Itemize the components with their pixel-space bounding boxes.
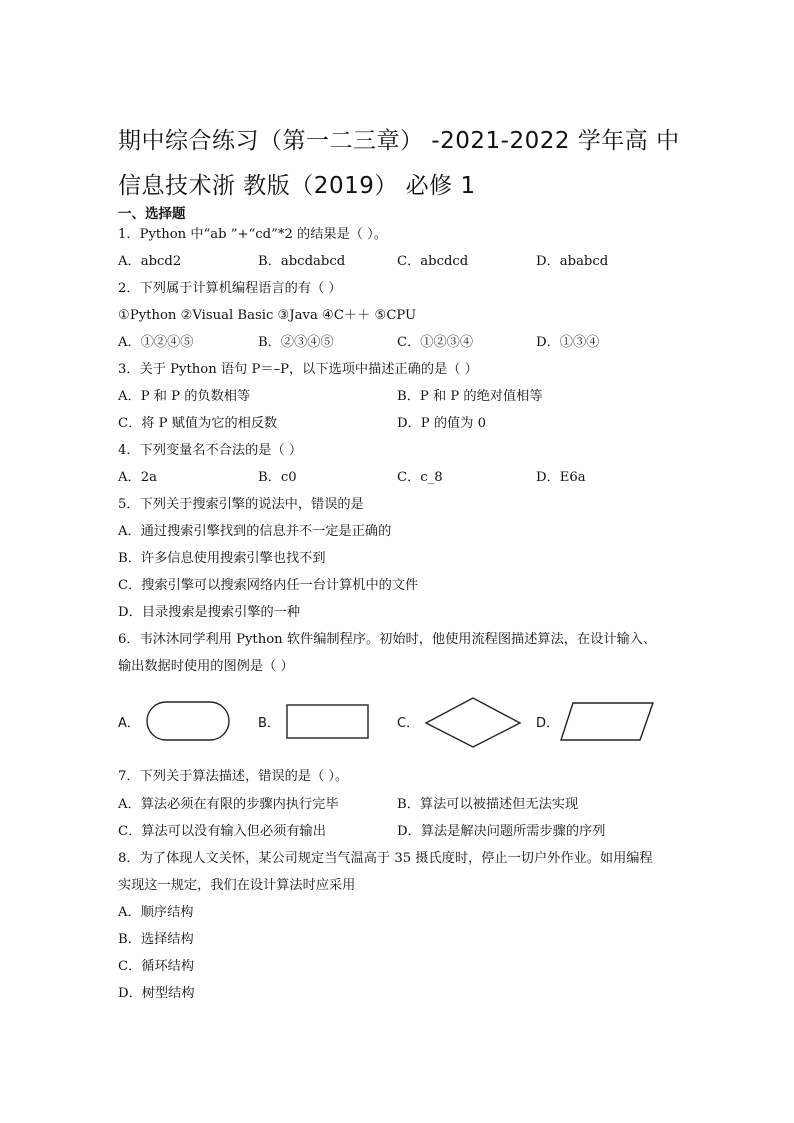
question-3-stem: 3．关于 Python 语句 P＝–P，以下选项中描述正确的是（ ）: [118, 362, 478, 377]
input-output-parallelogram-shape: [560, 702, 656, 742]
question-3-option-a: A．P 和 P 的负数相等: [118, 389, 251, 404]
question-2-sub: ①Python ②Visual Basic ③Java ④C＋＋ ⑤CPU: [118, 308, 417, 323]
question-6-option-a: A．: [118, 716, 140, 731]
page-title-line-2: 信息技术浙 教版（2019） 必修 1: [118, 173, 476, 199]
question-6-stem-line-2: 输出数据时使用的图例是（ ）: [118, 659, 294, 674]
terminal-rounded-rectangle-shape: [146, 701, 230, 741]
question-4-stem: 4．下列变量名不合法的是（ ）: [118, 443, 303, 458]
question-3-option-c: C．将 P 赋值为它的相反数: [118, 416, 278, 431]
question-1-option-a: A．abcd2: [118, 254, 182, 269]
question-3-option-d: D．P 的值为 0: [397, 416, 486, 431]
question-5-option-c: C．搜索引擎可以搜索网络内任一台计算机中的文件: [118, 578, 419, 593]
question-8-option-a: A．顺序结构: [118, 905, 194, 920]
question-6-stem-line-1: 6．韦沐沐同学利用 Python 软件编制程序。初始时，他使用流程图描述算法，在设计输入、: [118, 632, 657, 647]
question-5-option-d: D．目录搜索是搜索引擎的一种: [118, 605, 301, 620]
question-1-option-b: B．abcdabcd: [258, 254, 346, 269]
question-2-option-c: C．①②③④: [397, 335, 474, 350]
question-6-option-d: D．: [536, 716, 560, 731]
question-8-option-d: D．树型结构: [118, 986, 195, 1001]
question-8-option-b: B．选择结构: [118, 932, 194, 947]
question-7-option-a: A．算法必须在有限的步骤内执行完毕: [118, 797, 339, 812]
question-6-option-b: B．: [258, 716, 280, 731]
question-1-option-d: D．ababcd: [536, 254, 609, 269]
question-4-option-b: B．c0: [258, 470, 297, 485]
question-8-option-c: C．循环结构: [118, 959, 195, 974]
question-7-option-d: D．算法是解决问题所需步骤的序列: [397, 824, 606, 839]
question-4-option-a: A．2a: [118, 470, 157, 485]
question-7-stem: 7．下列关于算法描述，错误的是（ ）。: [118, 769, 349, 784]
question-4-option-c: C．c_8: [397, 470, 443, 485]
question-2-option-b: B．②③④⑤: [258, 335, 334, 350]
question-2-option-a: A．①②④⑤: [118, 335, 194, 350]
question-3-option-b: B．P 和 P 的绝对值相等: [397, 389, 543, 404]
page-title-line-1: 期中综合练习（第一二三章） -2021-2022 学年高 中: [118, 128, 680, 154]
question-6-option-c: C．: [397, 716, 420, 731]
process-rectangle-shape: [286, 704, 370, 740]
decision-diamond-shape: [425, 697, 523, 749]
question-4-option-d: D．E6a: [536, 470, 586, 485]
question-1-option-c: C．abcdcd: [397, 254, 469, 269]
question-7-option-b: B．算法可以被描述但无法实现: [397, 797, 579, 812]
question-8-stem-line-1: 8．为了体现人文关怀，某公司规定当气温高于 35 摄氏度时，停止一切户外作业。如用编程: [118, 851, 653, 866]
question-1-stem: 1．Python 中“ab ”+“cd”*2 的结果是（ ）。: [118, 227, 387, 242]
question-5-option-a: A．通过搜索引擎找到的信息并不一定是正确的: [118, 524, 392, 539]
section-header: 一、选择题: [118, 206, 186, 222]
question-5-stem: 5．下列关于搜索引擎的说法中，错误的是: [118, 497, 364, 512]
question-7-option-c: C．算法可以没有输入但必须有输出: [118, 824, 326, 839]
question-8-stem-line-2: 实现这一规定，我们在设计算法时应采用: [118, 878, 356, 893]
question-2-option-d: D．①③④: [536, 335, 600, 350]
question-2-stem: 2．下列属于计算机编程语言的有（ ）: [118, 281, 342, 296]
question-5-option-b: B．许多信息使用搜索引擎也找不到: [118, 551, 326, 566]
